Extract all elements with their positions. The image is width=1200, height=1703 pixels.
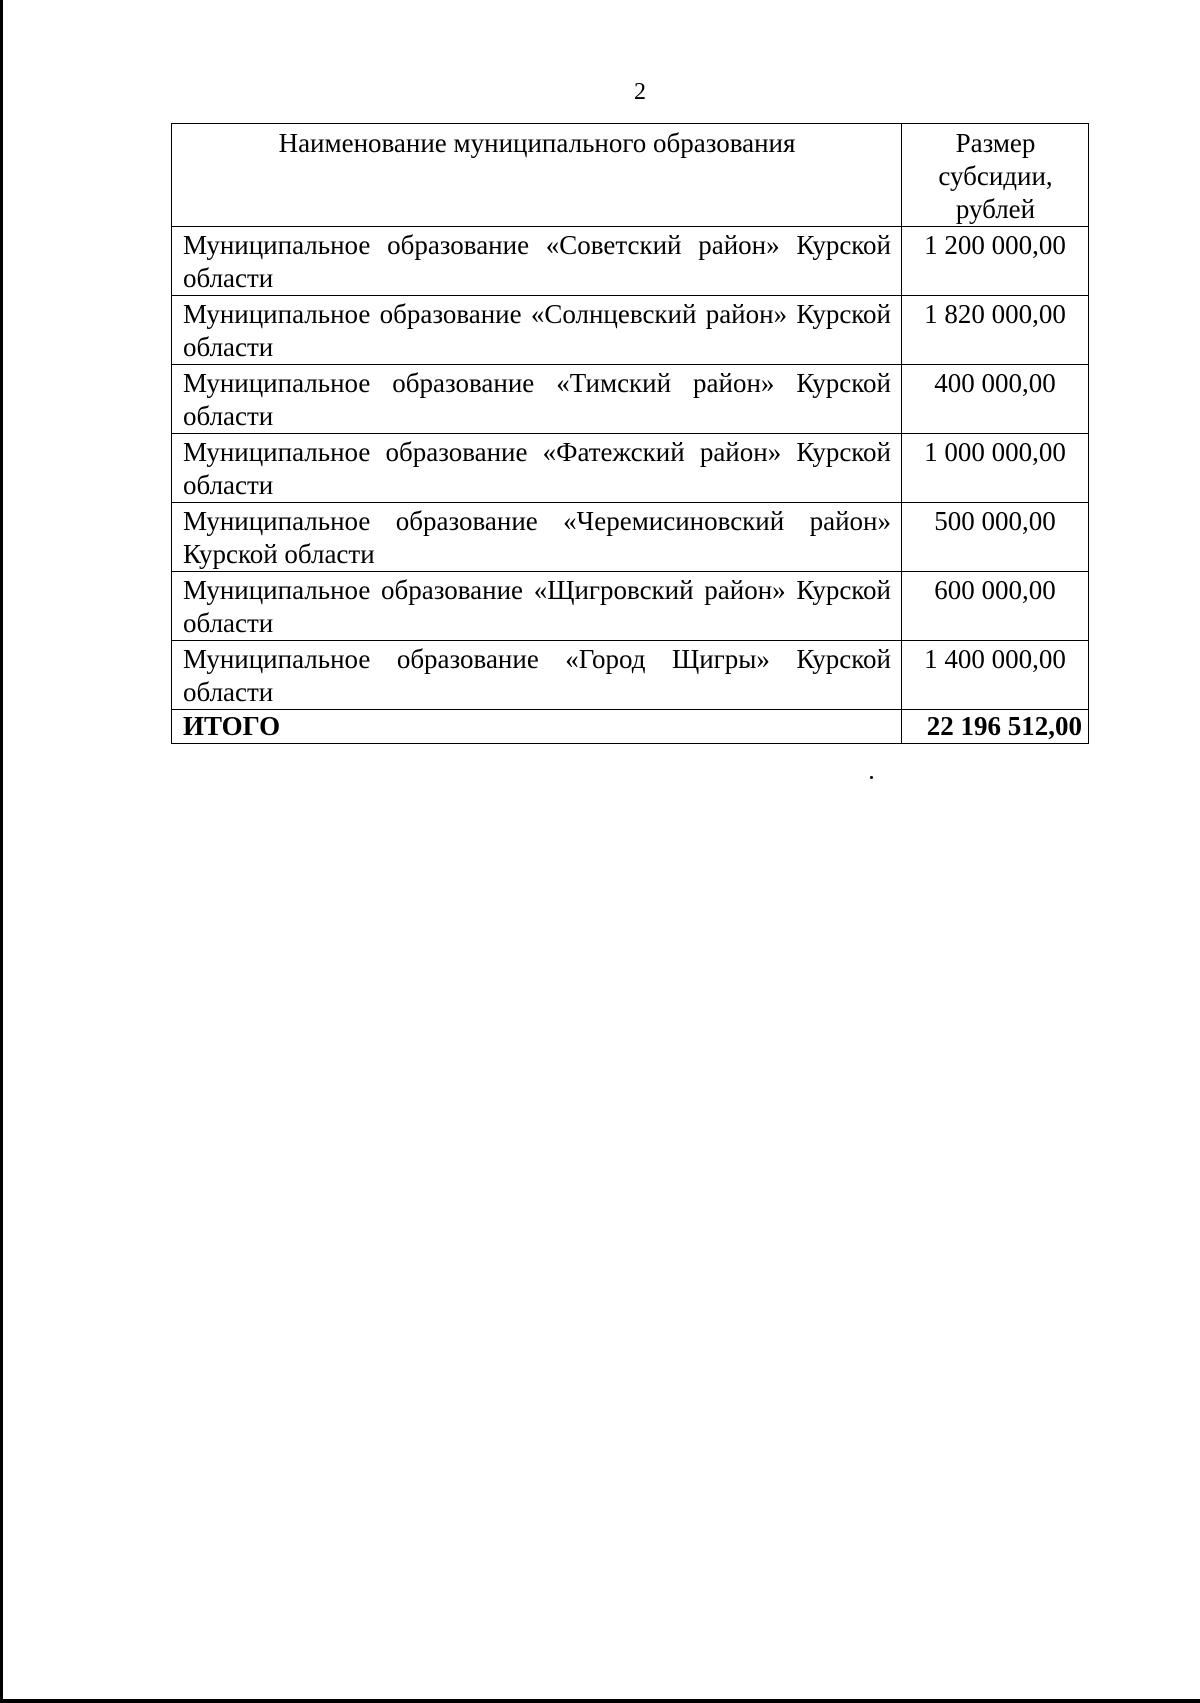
table-row [172, 434, 1089, 503]
table-row [172, 296, 1089, 365]
municipality-name: Муниципальное образование «Советский район» Курской области [172, 227, 902, 296]
table-row [172, 572, 1089, 641]
municipality-name: Муниципальное образование «Щигровский район» Курской области [172, 572, 902, 641]
subsidy-amount: 1 400 000,00 [902, 641, 1089, 710]
municipality-name: Муниципальное образование «Солнцевский район» Курской области [172, 296, 902, 365]
municipality-name: Муниципальное образование «Город Щигры» Курской области [172, 641, 902, 710]
subsidy-amount: 1 820 000,00 [902, 296, 1089, 365]
header-municipality-name: Наименование муниципального образования [172, 124, 902, 227]
table-row [172, 227, 1089, 296]
total-label: ИТОГО [172, 710, 902, 744]
scan-edge-bottom [0, 1699, 1200, 1703]
table-header-row [172, 124, 1089, 227]
total-row [172, 710, 1089, 744]
scan-speck [870, 776, 873, 779]
total-amount: 22 196 512,00 [902, 710, 1089, 744]
table-row [172, 365, 1089, 434]
table-row [172, 641, 1089, 710]
subsidy-amount: 1 000 000,00 [902, 434, 1089, 503]
subsidy-amount: 500 000,00 [902, 503, 1089, 572]
subsidy-amount: 1 200 000,00 [902, 227, 1089, 296]
table-row [172, 503, 1089, 572]
header-subsidy-amount: Размер субсидии, рублей [902, 124, 1089, 227]
page-number: 2 [634, 79, 646, 105]
municipality-name: Муниципальное образование «Черемисиновский район» Курской области [172, 503, 902, 572]
subsidy-amount: 600 000,00 [902, 572, 1089, 641]
subsidy-amount: 400 000,00 [902, 365, 1089, 434]
scan-edge-left [0, 0, 3, 1703]
municipality-name: Муниципальное образование «Тимский район» Курской области [172, 365, 902, 434]
municipality-name: Муниципальное образование «Фатежский район» Курской области [172, 434, 902, 503]
subsidy-table [171, 123, 1089, 744]
